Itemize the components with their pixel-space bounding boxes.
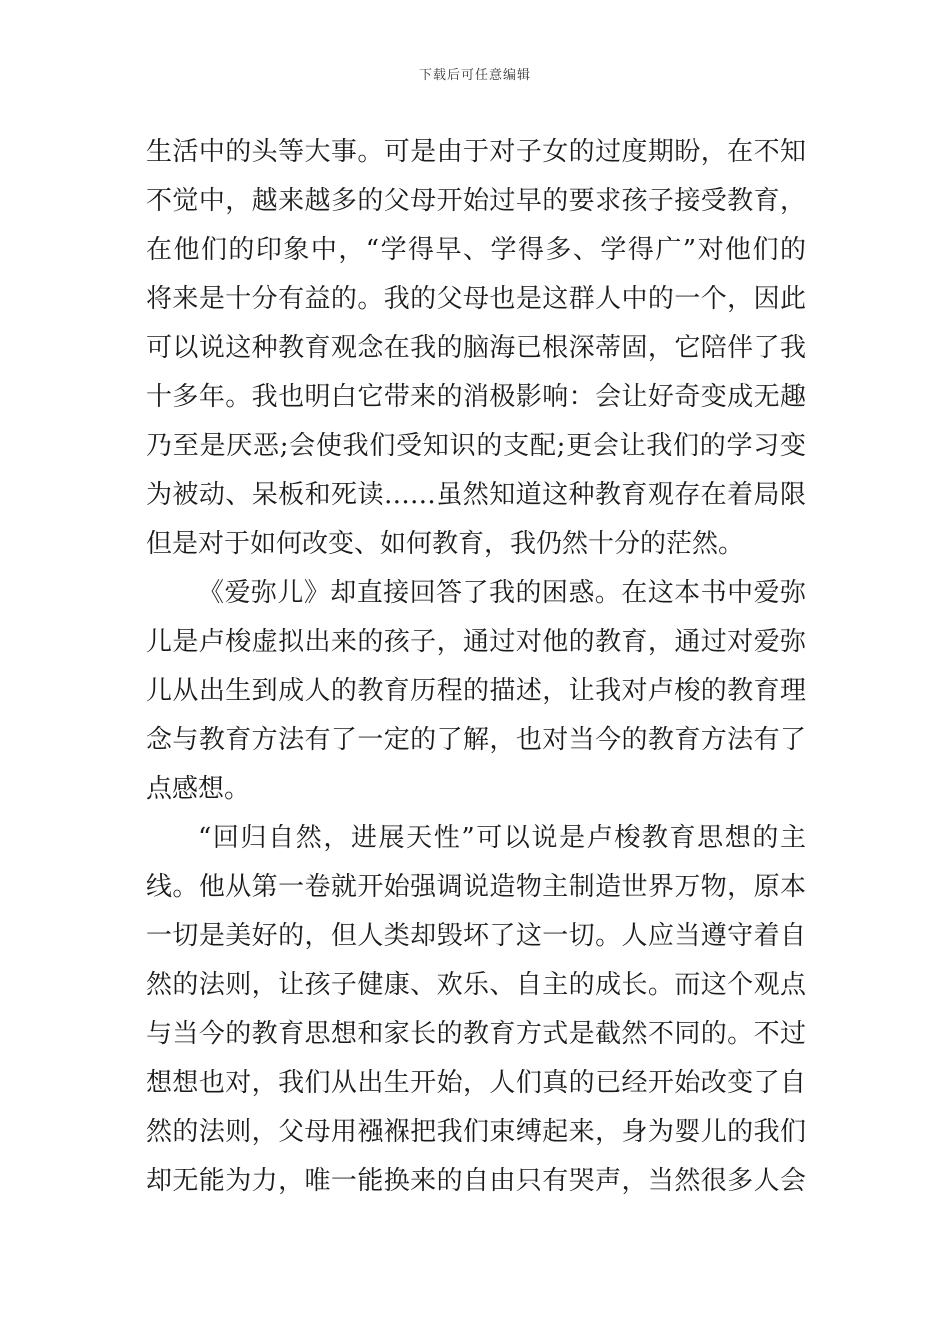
document-body bbox=[146, 128, 806, 1206]
paragraph-1 bbox=[146, 128, 806, 569]
text-line: 不觉中，越来越多的父母开始过早的要求孩子接受教育， bbox=[146, 186, 806, 216]
text-line: 然的法则，父母用襁褓把我们束缚起来，身为婴儿的我们 bbox=[146, 1117, 806, 1147]
text-line: 念与教育方法有了一定的了解，也对当今的教育方法有了 bbox=[146, 725, 806, 755]
text-line: 线。他从第一卷就开始强调说造物主制造世界万物，原本 bbox=[146, 872, 806, 902]
text-line: 乃至是厌恶;会使我们受知识的支配;更会让我们的学习变 bbox=[146, 431, 806, 461]
text-line: 生活中的头等大事。可是由于对子女的过度期盼，在不知 bbox=[146, 137, 806, 167]
text-line: 可以说这种教育观念在我的脑海已根深蒂固，它陪伴了我 bbox=[146, 333, 806, 363]
text-line: 想想也对，我们从出生开始，人们真的已经开始改变了自 bbox=[146, 1068, 806, 1098]
text-line: 点感想。 bbox=[146, 774, 251, 804]
text-line: 然的法则，让孩子健康、欢乐、自主的成长。而这个观点 bbox=[146, 970, 806, 1000]
text-line: 《爱弥儿》却直接回答了我的困惑。在这本书中爱弥 bbox=[198, 578, 806, 608]
text-line: 十多年。我也明白它带来的消极影响：会让好奇变成无趣 bbox=[146, 382, 806, 412]
text-line: 却无能为力，唯一能换来的自由只有哭声，当然很多人会 bbox=[146, 1166, 806, 1196]
paragraph-3 bbox=[146, 814, 806, 1206]
text-line: 儿是卢梭虚拟出来的孩子，通过对他的教育，通过对爱弥 bbox=[146, 627, 806, 657]
text-line: 但是对于如何改变、如何教育，我仍然十分的茫然。 bbox=[146, 529, 745, 559]
text-line: 与当今的教育思想和家长的教育方式是截然不同的。不过 bbox=[146, 1019, 806, 1049]
text-line: 一切是美好的，但人类却毁坏了这一切。人应当遵守着自 bbox=[146, 921, 806, 951]
page-header: 下载后可任意编辑 bbox=[418, 68, 531, 83]
paragraph-2 bbox=[146, 569, 806, 814]
text-line: “回归自然，进展天性”可以说是卢梭教育思想的主 bbox=[198, 823, 806, 853]
text-line: 将来是十分有益的。我的父母也是这群人中的一个，因此 bbox=[146, 284, 806, 314]
text-line: 为被动、呆板和死读……虽然知道这种教育观存在着局限 bbox=[146, 480, 806, 510]
text-line: 在他们的印象中，“学得早、学得多、学得广”对他们的 bbox=[146, 235, 806, 265]
text-line: 儿从出生到成人的教育历程的描述，让我对卢梭的教育理 bbox=[146, 676, 806, 706]
